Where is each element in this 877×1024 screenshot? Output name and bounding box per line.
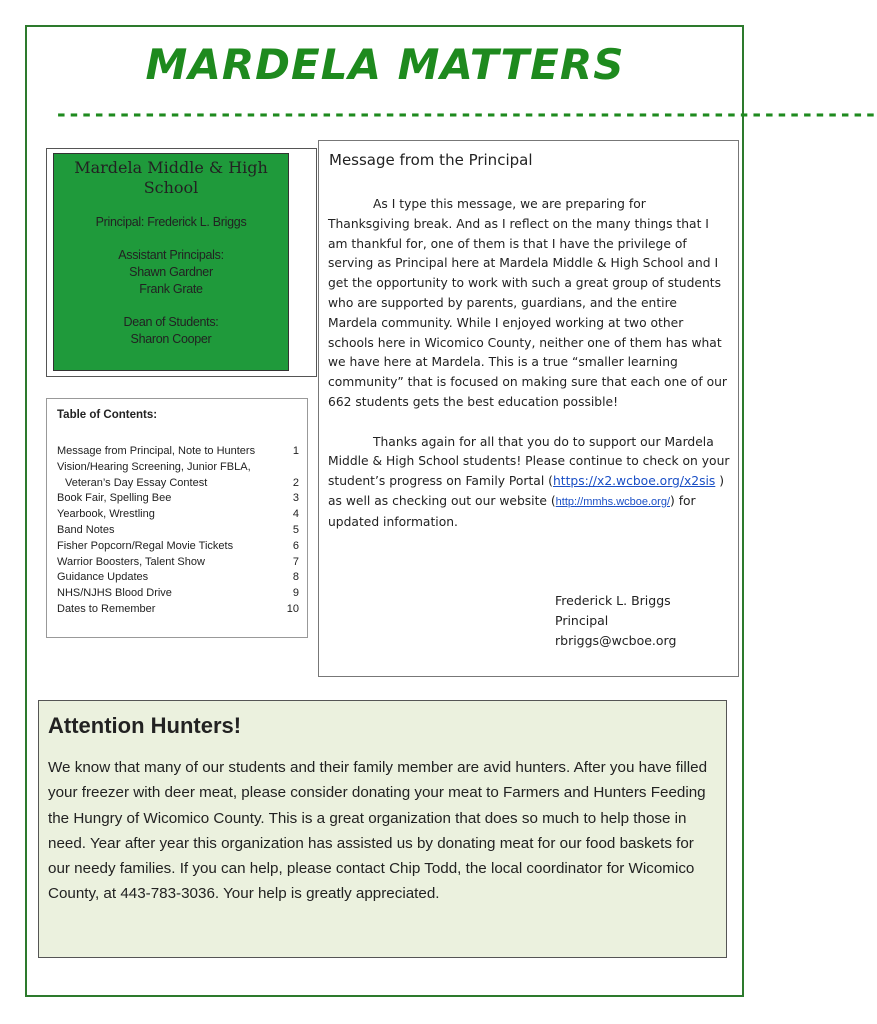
dean-name: Sharon Cooper (130, 332, 212, 346)
toc-item-text: Fisher Popcorn/Regal Movie Tickets (57, 539, 234, 552)
toc-item (57, 491, 299, 507)
school-name: Mardela Middle & High School (74, 158, 268, 197)
toc-item-page: 8 (292, 571, 299, 584)
principal-message-paragraph-2 (328, 433, 730, 533)
toc-item-text: Veteran’s Day Essay Contest (65, 476, 208, 489)
hunters-body: We know that many of our students and their family member are avid hunters. After you have filled your freezer with deer meat, please consider donating your meat to Farmers and Hunters Feeding the Hungry of Wicomico County. This is a great organization that does so much to help those in need. Year after year this organization has assisted us by donating meat for our food baskets for our needy families. If you can help, please contact Chip Todd, the local coordinator for Wicomico County, at 443-783-3036. Your help is greatly appreciated. (48, 759, 708, 903)
toc-item-text: Warrior Boosters, Talent Show (57, 555, 205, 568)
toc-item (57, 460, 299, 476)
signature-title: Principal (555, 613, 609, 628)
signature-name: Frederick L. Briggs (555, 593, 671, 608)
toc-item (57, 507, 299, 523)
toc-item (57, 570, 299, 586)
toc-item-text: Dates to Remember (57, 602, 156, 615)
table-of-contents (46, 398, 308, 638)
hunters-title: Attention Hunters! (48, 713, 242, 738)
school-info-box (53, 153, 289, 371)
principal-message-body (328, 195, 730, 533)
toc-list (57, 444, 299, 618)
toc-item-text: Book Fair, Spelling Bee (57, 492, 172, 505)
toc-item-page: 1 (292, 445, 299, 457)
toc-item-page (279, 460, 299, 476)
assistant-principal-2: Frank Grate (139, 282, 203, 296)
toc-item-text: Vision/Hearing Screening, Junior FBLA, (57, 460, 251, 473)
toc-item-page: 4 (292, 508, 299, 521)
paragraph-2-text-b: ) as well as checking out our website ( (328, 474, 725, 508)
toc-title: Table of Contents: (57, 409, 158, 421)
signature-email: rbriggs@wcboe.org (555, 633, 677, 648)
toc-item-page: 2 (292, 476, 299, 489)
toc-item-page: 6 (292, 539, 299, 552)
toc-item-text: Guidance Updates (57, 571, 149, 584)
toc-item (57, 602, 299, 618)
principal-message-title: Message from the Principal (329, 151, 533, 169)
dean-heading: Dean of Students: (123, 315, 219, 329)
toc-item (57, 555, 299, 571)
toc-item-text: Yearbook, Wrestling (57, 508, 155, 521)
toc-item (57, 444, 299, 460)
toc-item (57, 523, 299, 539)
newsletter-title: MARDELA MATTERS (145, 40, 625, 89)
principal-message-paragraph-1: As I type this message, we are preparing for Thanksgiving break. And as I reflect on the many things that I am thankful for, one of them is that I have the privilege of serving as Principal here at Mardela Middle & High School and I get the opportunity to work with such a great group of students who are supported by parents, guardians, and the entire Mardela community. While I enjoyed working at two other schools here in Wicomico County, neither one of them has what we have here at Mardela. This is a true “smaller learning community” that is focused on making sure that each one of our 662 students gets the best education possible! (328, 197, 727, 409)
school-website-link[interactable]: http://mmhs.wcboe.org/ (555, 495, 670, 508)
assistant-principal-1: Shawn Gardner (129, 265, 213, 279)
principal-line: Principal: Frederick L. Briggs (95, 215, 247, 229)
signature-block (555, 591, 676, 651)
title-divider: ----------------------------------------------------------------- (55, 102, 877, 126)
toc-item (57, 539, 299, 555)
toc-item-text: Band Notes (57, 523, 115, 536)
principal-message-box (318, 140, 739, 677)
assistant-principals-heading: Assistant Principals: (118, 248, 224, 262)
toc-item-page: 10 (286, 602, 299, 615)
toc-item (57, 476, 299, 492)
attention-hunters-box (38, 700, 727, 958)
toc-item-text: Message from Principal, Note to Hunters (57, 445, 256, 457)
toc-item-page: 3 (292, 492, 299, 505)
family-portal-link[interactable]: https://x2.wcboe.org/x2sis (552, 474, 716, 489)
toc-item-page: 7 (292, 555, 299, 568)
toc-item-page: 9 (292, 587, 299, 600)
paragraph-2-text-a: Thanks again for all that you do to support our Mardela Middle & High School students! Please continue to check on your student’s progress on Family Portal ( (328, 434, 730, 489)
toc-item (57, 586, 299, 602)
paragraph-2-text-c: ) for updated information. (328, 493, 696, 529)
toc-item-text: NHS/NJHS Blood Drive (57, 587, 172, 600)
toc-item-page: 5 (292, 523, 299, 536)
